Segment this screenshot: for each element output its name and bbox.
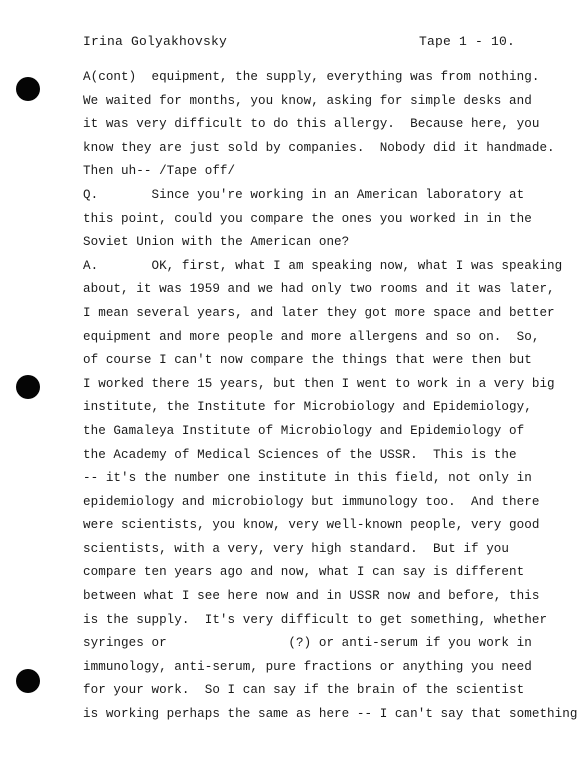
transcript-line: Q. Since you're working in an American laboratory at [83, 187, 525, 202]
transcript-line: I mean several years, and later they got more space and better [83, 305, 555, 320]
transcript-line: is working perhaps the same as here -- I can't say that something [83, 707, 578, 722]
transcript-line: institute, the Institute for Microbiology and Epidemiology, [83, 400, 532, 415]
transcript-line: -- it's the number one institute in this field, not only in [83, 471, 532, 486]
transcript-line: the Gamaleya Institute of Microbiology and Epidemiology of [83, 423, 525, 438]
transcript-line: Soviet Union with the American one? [83, 235, 350, 250]
transcript-line: know they are just sold by companies. Nobody did it handmade. [83, 140, 555, 155]
transcript-line: Then uh-- /Tape off/ [83, 164, 236, 179]
transcript-body [83, 66, 578, 727]
transcript-line: between what I see here now and in USSR now and before, this [83, 589, 540, 604]
transcript-line: about, it was 1959 and we had only two rooms and it was later, [83, 282, 555, 297]
transcript-line: compare ten years ago and now, what I can say is different [83, 565, 525, 580]
binder-hole-bottom [16, 669, 40, 693]
binder-hole-middle [16, 375, 40, 399]
transcript-line: for your work. So I can say if the brain of the scientist [83, 683, 525, 698]
transcript-line: epidemiology and microbiology but immunology too. And there [83, 494, 540, 509]
transcript-line: were scientists, you know, very well-known people, very good [83, 518, 540, 533]
tape-page-label: Tape 1 - 10. [418, 34, 515, 49]
transcript-line: scientists, with a very, very high standard. But if you [83, 541, 510, 556]
transcript-line: this point, could you compare the ones you worked in in the [83, 211, 532, 226]
transcript-line: A. OK, first, what I am speaking now, what I was speaking [83, 258, 563, 273]
transcript-line: is the supply. It's very difficult to get something, whether [83, 612, 548, 627]
transcript-line: I worked there 15 years, but then I went to work in a very big [83, 376, 555, 391]
transcript-line: it was very difficult to do this allergy. Because here, you [83, 117, 540, 132]
transcript-line: syringes or (?) or anti-serum if you work in [83, 636, 532, 651]
transcript-line: equipment and more people and more allergens and so on. So, [83, 329, 540, 344]
transcript-line: the Academy of Medical Sciences of the USSR. This is the [83, 447, 517, 462]
transcript-line: A(cont) equipment, the supply, everything was from nothing. [83, 70, 540, 84]
transcript-line: of course I can't now compare the things that were then but [83, 353, 532, 368]
interviewee-name: Irina Golyakhovsky [83, 34, 228, 49]
transcript-line: We waited for months, you know, asking for simple desks and [83, 93, 532, 108]
transcript-line: immunology, anti-serum, pure fractions or anything you need [83, 659, 532, 674]
binder-hole-top [16, 77, 40, 101]
